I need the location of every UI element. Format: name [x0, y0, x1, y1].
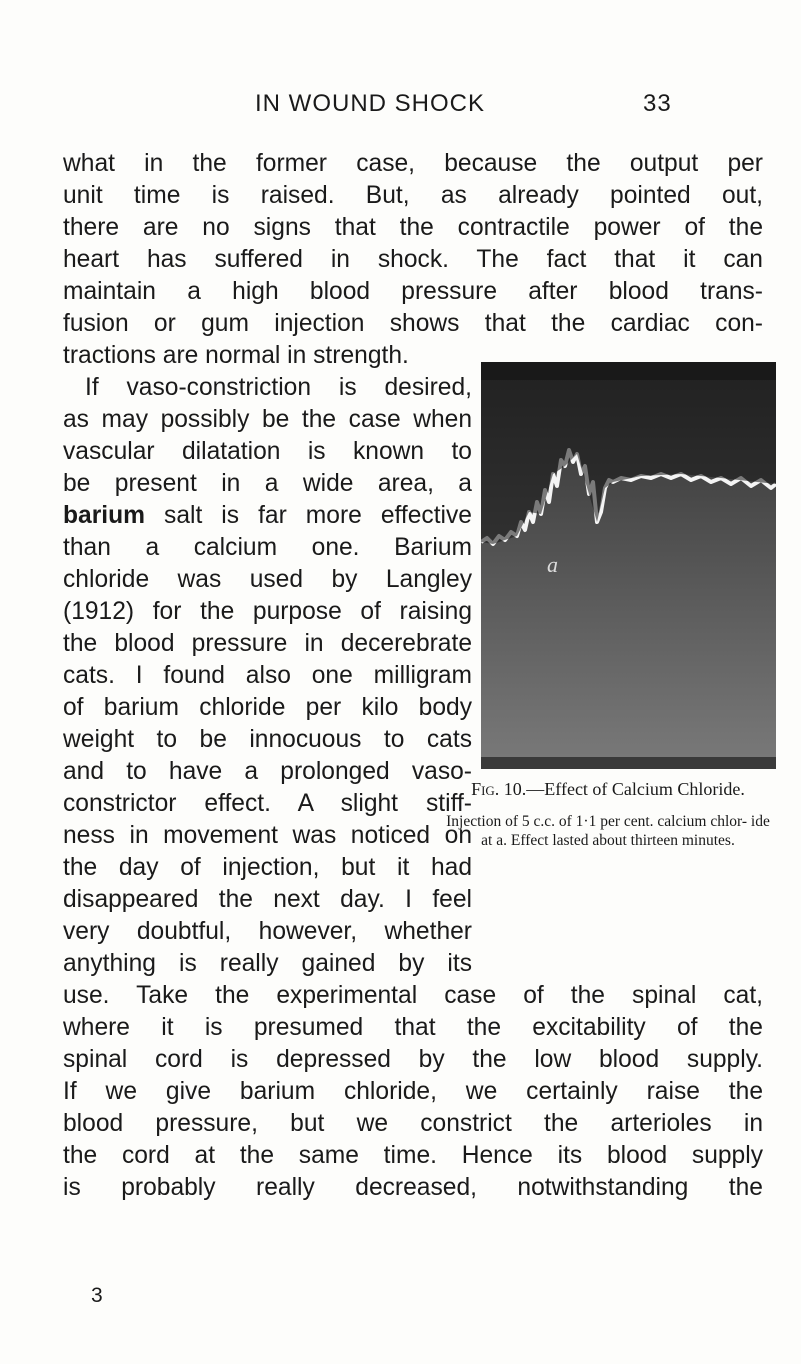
body-line: If we give barium chloride, we certainly raise the [63, 1078, 763, 1105]
figure-kymograph [481, 362, 776, 769]
body-line: If vaso-constriction is desired, [85, 374, 472, 401]
body-line-with-emphasis [63, 500, 472, 531]
body-line: there are no signs that the contractile power of the [63, 214, 763, 241]
figure-label: Fig. 10. [471, 779, 527, 799]
body-line: constrictor effect. A slight stiff- [63, 790, 472, 817]
injection-marker: a [547, 552, 558, 577]
body-line: maintain a high blood pressure after blood trans- [63, 278, 763, 305]
body-line: the blood pressure in decerebrate [63, 630, 472, 657]
figure-title-text: —Effect of Calcium Chloride. [526, 779, 745, 799]
body-line: ness in movement was noticed on [63, 822, 472, 849]
body-line: tractions are normal in strength. [63, 342, 409, 369]
running-head [0, 90, 801, 130]
running-title: IN WOUND SHOCK [255, 90, 485, 117]
body-line: where it is presumed that the excitability of the [63, 1014, 763, 1041]
signature-mark: 3 [91, 1284, 103, 1307]
body-line: use. Take the experimental case of the spinal cat, [63, 982, 763, 1009]
body-line: blood pressure, but we constrict the arterioles in [63, 1110, 763, 1137]
body-line: unit time is raised. But, as already pointed out, [63, 182, 763, 209]
body-line-rest: salt is far more effective [164, 502, 472, 529]
body-line: spinal cord is depressed by the low blood supply. [63, 1046, 763, 1073]
page-number: 33 [643, 90, 672, 117]
body-line: anything is really gained by its [63, 950, 472, 977]
figure-note: Injection of 5 c.c. of 1·1 per cent. calcium chlor- ide at a. Effect lasted about thirteen minutes. [446, 813, 770, 849]
body-line: as may possibly be the case when [63, 406, 472, 433]
body-line: vascular dilatation is known to [63, 438, 472, 465]
body-line: the cord at the same time. Hence its blood supply [63, 1142, 763, 1169]
body-line: the day of injection, but it had [63, 854, 472, 881]
body-line: (1912) for the purpose of raising [63, 598, 472, 625]
body-line: and to have a prolonged vaso- [63, 758, 472, 785]
figure-caption [440, 778, 776, 850]
body-line: than a calcium one. Barium [63, 534, 472, 561]
bold-term: barium [63, 502, 145, 529]
body-line: chloride was used by Langley [63, 566, 472, 593]
body-line: of barium chloride per kilo body [63, 694, 472, 721]
body-line: fusion or gum injection shows that the cardiac con- [63, 310, 763, 337]
body-line: is probably really decreased, notwithstanding the [63, 1174, 763, 1201]
figure-title [440, 778, 776, 800]
body-line: cats. I found also one milligram [63, 662, 472, 689]
blood-pressure-tracing [481, 362, 776, 769]
body-line: be present in a wide area, a [63, 470, 472, 497]
body-line: what in the former case, because the output per [63, 150, 763, 177]
body-line: disappeared the next day. I feel [63, 886, 472, 913]
body-line: very doubtful, however, whether [63, 918, 472, 945]
body-line: heart has suffered in shock. The fact that it can [63, 246, 763, 273]
body-line: weight to be innocuous to cats [63, 726, 472, 753]
